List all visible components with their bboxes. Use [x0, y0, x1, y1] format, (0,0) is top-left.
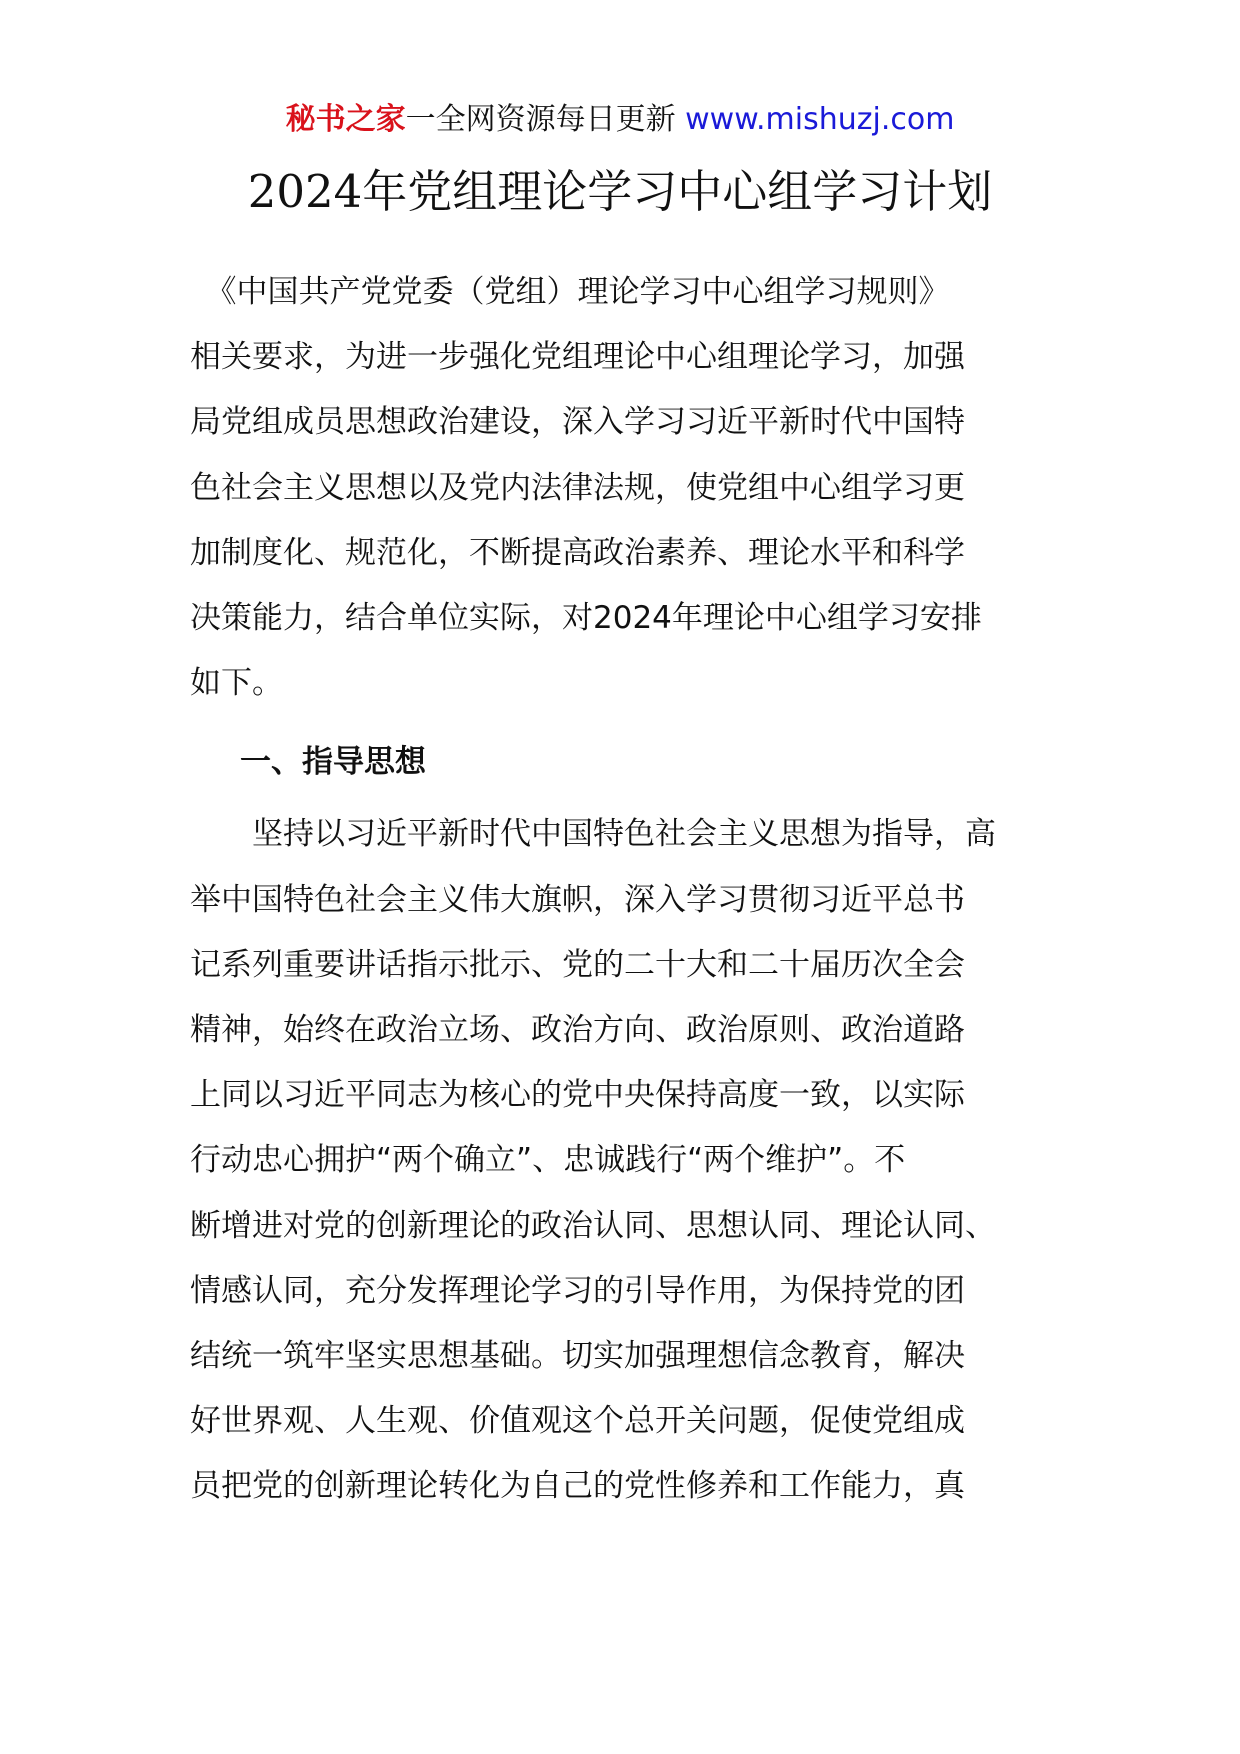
- site-link[interactable]: www.mishuzj.com: [685, 102, 955, 137]
- intro-paragraph: 《中国共产党党委（党组）理论学习中心组学习规则》 相关要求，为进一步强化党组理论中心组理论学习，加强 局党组成员思想政治建设，深入学习习近平新时代中国特 色社会主义思想以及党内法律法规，使党组中心组学习更 加制度化、规范化，不断提高政治素养、理论水平和科学 决策能力，结合单位实际，对2024年理论中心组学习安排 如下。: [190, 274, 982, 702]
- document-title: [0, 162, 1240, 222]
- section-heading: 一、指导思想: [240, 744, 426, 781]
- header-banner: [0, 100, 1240, 140]
- title-text: 年党组理论学习中心组学习计划: [362, 165, 993, 218]
- section-paragraph: 坚持以习近平新时代中国特色社会主义思想为指导，高 举中国特色社会主义伟大旗帜，深入学习贯彻习近平总书 记系列重要讲话指示批示、党的二十大和二十届历次全会 精神，始终在政治立场、政治方向、政治原则、政治道路 上同以习近平同志为核心的党中央保持高度一致，以实际 行动忠心拥护“两个确立”、忠诚践行“两个维护”。不 断增进对党的创新理论的政治认同、思想认同、理论认同、 情感认同，充分发挥理论学习的引导作用，为保持党的团 结统一筑牢坚实思想基础。切实加强理想信念教育，解决 好世界观、人生观、价值观这个总开关问题，促使党组成 员把党的创新理论转化为自己的党性修养和工作能力，真: [190, 816, 996, 1505]
- header-tagline: 一全网资源每日更新: [405, 102, 686, 137]
- title-year: 2024: [247, 165, 363, 218]
- brand-name: 秘书之家: [285, 102, 406, 137]
- document-body: [190, 260, 1070, 1520]
